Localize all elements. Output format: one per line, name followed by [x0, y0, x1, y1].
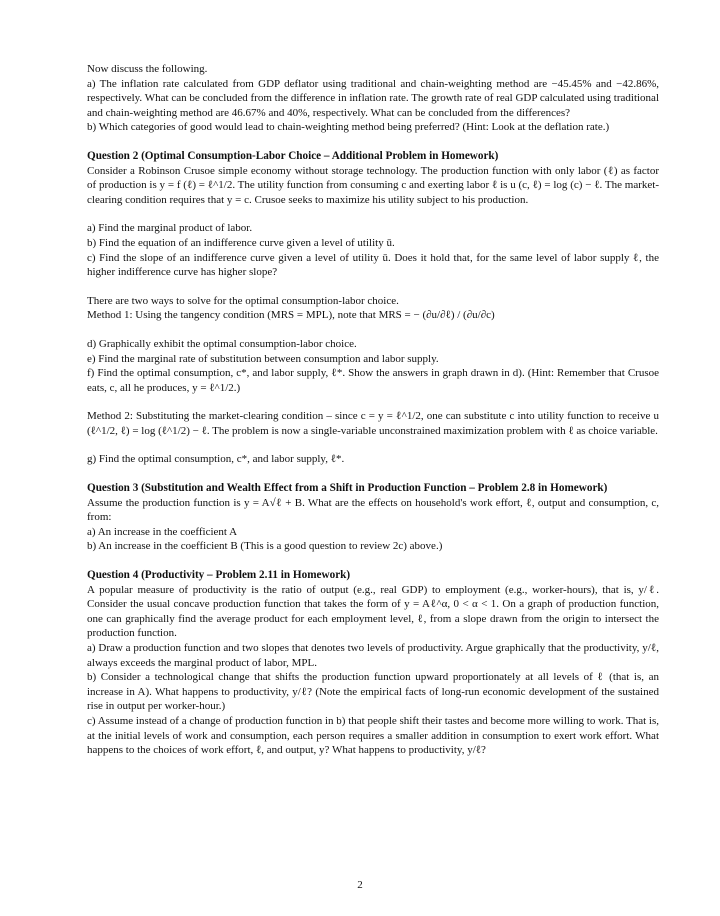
q2-part-b: b) Find the equation of an indifference curve given a level of utility ū.: [87, 236, 395, 249]
intro-text: Now discuss the following.: [87, 63, 208, 75]
q3-part-a: a) An increase in the coefficient A: [87, 525, 238, 538]
q3-heading: Question 3 (Substitution and Wealth Effect from a Shift in Production Function – Problem 2.8 in Homework): [87, 482, 608, 495]
q1-part-a: a) The inflation rate calculated from GDP deflator using traditional and chain-weighting method are −45.45% and −42.86%, respectively. What can be concluded from the difference in inflation rate. The growth rate of real GDP calculated using traditional and chain-weighting method are 46.67% and 40%, respectively. What can be concluded from the differences?: [87, 77, 659, 119]
q2-two-ways: There are two ways to solve for the optimal consumption-labor choice.: [87, 294, 399, 307]
page-number: 2: [357, 879, 363, 891]
q2-part-f: f) Find the optimal consumption, c*, and labor supply, ℓ*. Show the answers in graph drawn in d). (Hint: Remember that Crusoe eats, c, all he produces, y = ℓ^1/2.): [87, 367, 659, 394]
q2-heading: Question 2 (Optimal Consumption-Labor Choice – Additional Problem in Homework): [87, 149, 499, 162]
q2-part-d: d) Graphically exhibit the optimal consumption-labor choice.: [87, 337, 357, 350]
q2-part-g: g) Find the optimal consumption, c*, and labor supply, ℓ*.: [87, 453, 345, 466]
q4-part-b: b) Consider a technological change that shifts the production function upward proportionately at all levels of ℓ (that is, an increase in A). What happens to productivity, y/ℓ? (Note the empirical facts of long-run economic development of the sustained rise in output per worker-hour.): [87, 671, 659, 713]
q2-part-e: e) Find the marginal rate of substitution between consumption and labor supply.: [87, 352, 439, 365]
q1-part-b: b) Which categories of good would lead to chain-weighting method being preferred? (Hint: Look at the deflation rate.): [87, 121, 610, 134]
content-column: [87, 62, 659, 758]
q2-body: Consider a Robinson Crusoe simple economy without storage technology. The production function with only labor (ℓ) as factor of production is y = f (ℓ) = ℓ^1/2. The utility function from consuming c and exerting labor ℓ is u (c, ℓ) = log (c) − ℓ. The market-clearing condition requires that y = c. Crusoe seeks to maximize his utility subject to his production.: [87, 164, 659, 206]
q3-body: Assume the production function is y = A√ℓ + B. What are the effects on household's work effort, ℓ, output and consumption, c, from:: [87, 496, 659, 524]
q4-body: A popular measure of productivity is the ratio of output (e.g., real GDP) to employment (e.g., worker-hours), that is, y/ℓ. Consider the usual concave production function that takes the form of y = Aℓ^α, 0 < α < 1. On a graph of production function, one can graphically find the average product for each employment level, ℓ, from a slope drawn from the origin to intersect the production function.: [87, 583, 659, 640]
q2-part-c: c) Find the slope of an indifference curve given a level of utility ū. Does it hold that, for the same level of labor supply ℓ, the higher indifference curve has higher slope?: [87, 251, 659, 279]
q2-method-1: Method 1: Using the tangency condition (MRS = MPL), note that MRS = − (∂u/∂ℓ) / (∂u/∂c): [87, 309, 495, 322]
q4-heading: Question 4 (Productivity – Problem 2.11 in Homework): [87, 569, 351, 582]
q3-part-b: b) An increase in the coefficient B (This is a good question to review 2c) above.): [87, 540, 443, 553]
q2-part-a: a) Find the marginal product of labor.: [87, 222, 253, 235]
q4-part-a: a) Draw a production function and two slopes that denotes two levels of productivity. Argue graphically that the productivity, y/ℓ, always exceeds the marginal product of labor, MPL.: [87, 642, 659, 669]
q2-method-2: Method 2: Substituting the market-clearing condition – since c = y = ℓ^1/2, one can substitute c into utility function to receive u (ℓ^1/2, ℓ) = log (ℓ^1/2) − ℓ. The problem is now a single-variable unconstrained maximization problem with ℓ as choice variable.: [87, 410, 659, 437]
q4-part-c: c) Assume instead of a change of production function in b) that people shift their tastes and become more willing to work. That is, at the initial levels of work and consumption, each person requires a smaller addition in consumption to exert work effort. What happens to the choices of work effort, ℓ, and output, y? What happens to productivity, y/ℓ?: [87, 714, 659, 757]
